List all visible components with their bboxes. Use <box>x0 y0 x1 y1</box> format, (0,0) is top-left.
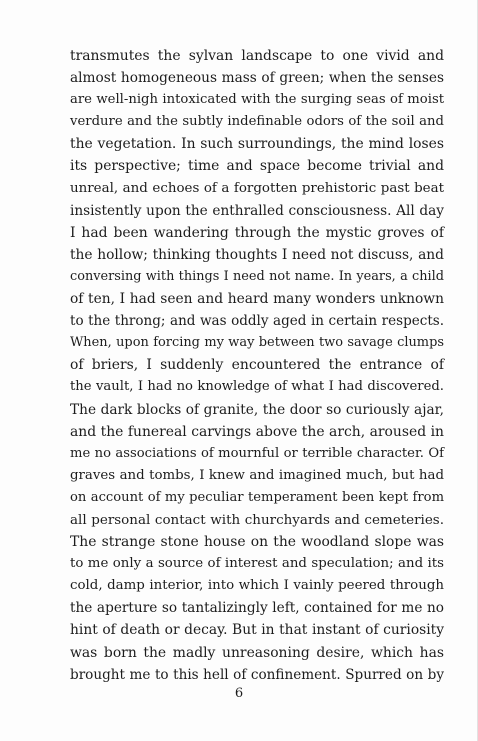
text-line: I had been wandering through the mystic groves of <box>70 224 444 241</box>
text-line: hint of death or decay. But in that instant of curiosity <box>70 622 444 639</box>
text-line: of briers, I suddenly encountered the entrance of <box>70 357 444 374</box>
page-number: 6 <box>234 686 244 701</box>
text-line: and the funereal carvings above the arch, aroused in <box>70 423 444 440</box>
text-line: the aperture so tantalizingly left, contained for me no <box>70 600 444 617</box>
text-line: all personal contact with churchyards and cemeteries. <box>70 511 444 528</box>
body-text <box>70 45 444 686</box>
text-line: The strange stone house on the woodland slope was <box>70 534 444 551</box>
text-line: was born the madly unreasoning desire, which has <box>70 644 444 661</box>
text-line: of ten, I had seen and heard many wonders unknown <box>70 291 444 308</box>
text-line: to me only a source of interest and speculation; and its <box>70 556 444 572</box>
text-line: insistently upon the enthralled consciousness. All day <box>70 202 444 219</box>
text-line: transmutes the sylvan landscape to one vivid and <box>70 48 444 64</box>
text-line: the vegetation. In such surroundings, the mind loses <box>70 136 444 153</box>
text-line: the vault, I had no knowledge of what I had discovered. <box>70 379 444 395</box>
text-line: unreal, and echoes of a forgotten prehistoric past beat <box>70 180 444 196</box>
text-line: conversing with things I need not name. In years, a child <box>70 268 444 284</box>
text-line: to the throng; and was oddly aged in certain respects. <box>70 313 444 330</box>
text-line: graves and tombs, I knew and imagined much, but had <box>70 467 444 483</box>
text-line: cold, damp interior, into which I vainly peered through <box>70 578 444 594</box>
text-line: brought me to this hell of confinement. Spurred on by <box>70 666 444 683</box>
text-line: are well-nigh intoxicated with the surging seas of moist <box>70 92 444 108</box>
text-line: verdure and the subtly indefinable odors of the soil and <box>70 114 444 130</box>
text-line: on account of my peculiar temperament been kept from <box>70 489 444 505</box>
text-line: The dark blocks of granite, the door so curiously ajar, <box>70 401 444 418</box>
text-line: almost homogeneous mass of green; when the senses <box>70 70 444 87</box>
text-line: the hollow; thinking thoughts I need not discuss, and <box>70 246 444 263</box>
text-line: its perspective; time and space become trivial and <box>70 158 444 175</box>
text-line: When, upon forcing my way between two savage clumps <box>70 335 444 351</box>
text-line: me no associations of mournful or terrible character. Of <box>70 445 444 461</box>
